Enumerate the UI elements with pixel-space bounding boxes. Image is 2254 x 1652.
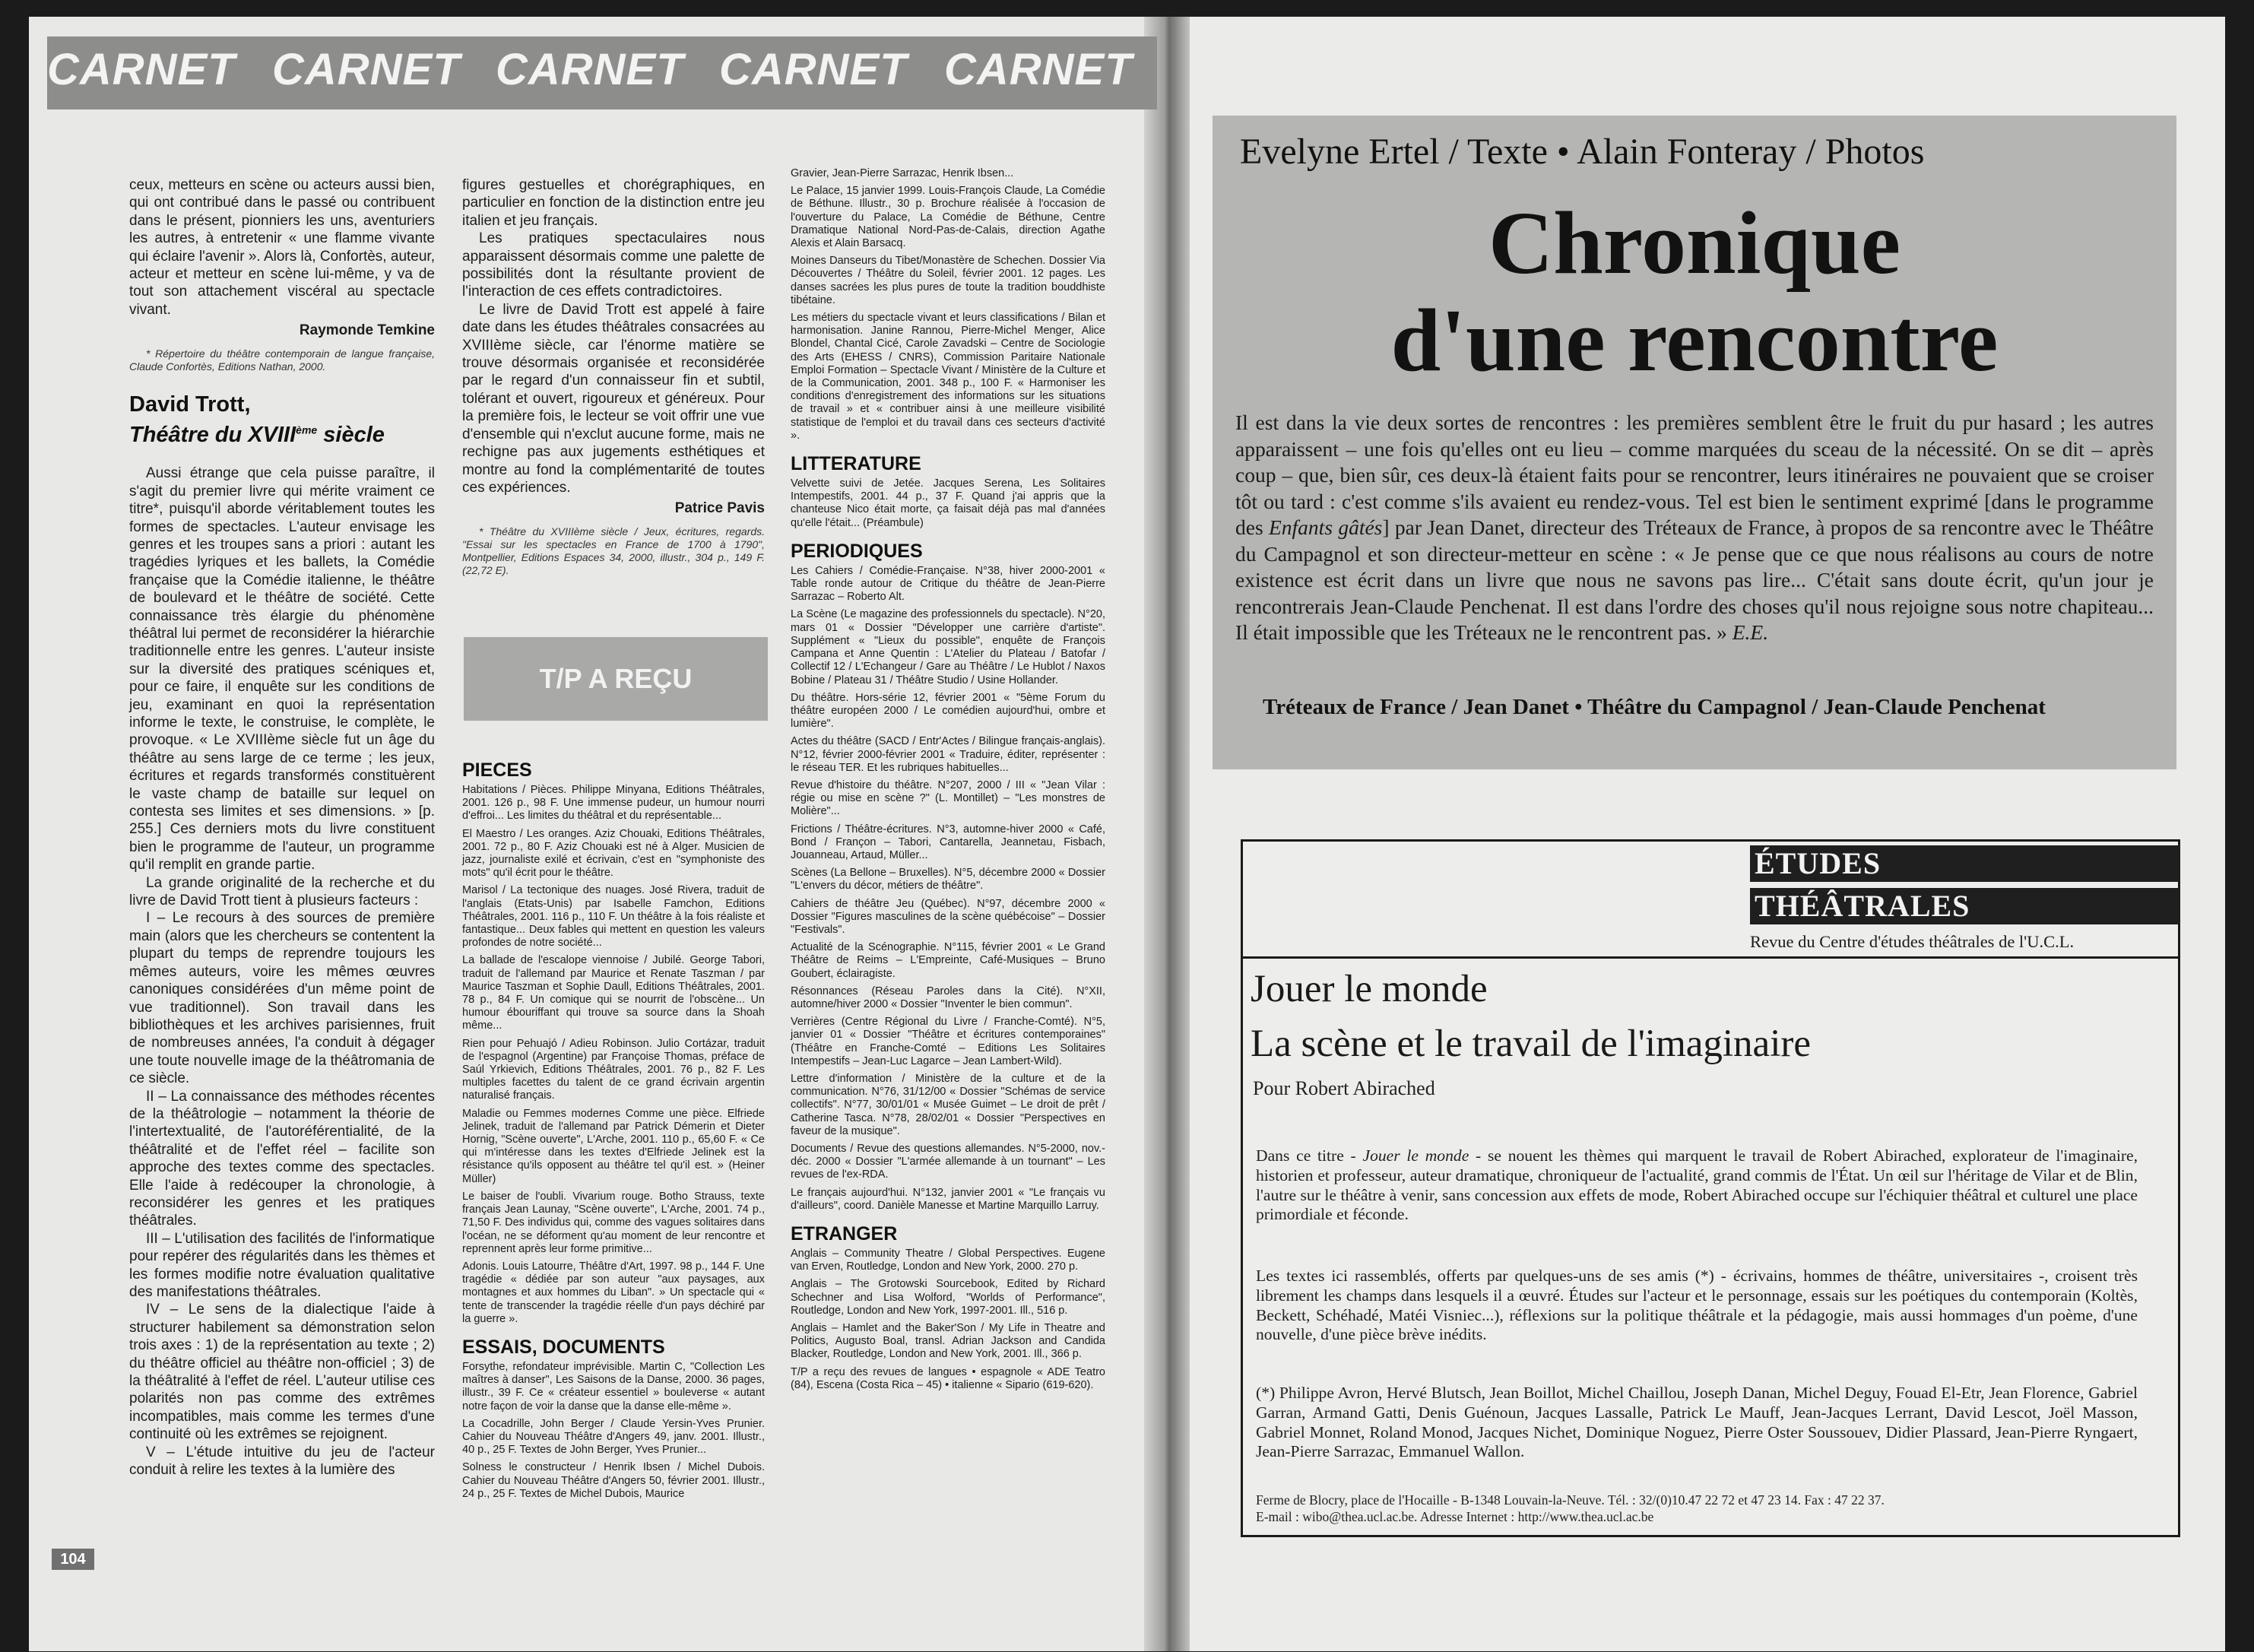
etudes-revue-line: Revue du Centre d'études théâtrales de l'U.C.L.: [1750, 932, 2075, 951]
paragraph: III – L'utilisation des facilités de l'informatique pour repérer des régularités dans les thèmes et les formes modifie notre évaluation qualitative des manifestations théâtrales.: [129, 1230, 435, 1300]
listing-entry: Le français aujourd'hui. N°132, janvier 2001 « "Le français vu d'ailleurs", coord. Danièle Manesse et Martine Marquillo Larruy.: [791, 1186, 1105, 1212]
etudes-band: ÉTUDES: [1750, 845, 2180, 882]
paragraph: figures gestuelles et chorégraphiques, en particulier en fonction de la distinction entre jeu italien et jeu français.: [462, 177, 765, 229]
listing-entry: La ballade de l'escalope viennoise / Jubilé. George Tabori, traduit de l'allemand par Maurice et Renate Taszman / par Maurice Taszman et Sophie Daull, Editions Théâtrales, 2001. 78 p., 84 F. Un comique qui se nourrit de l'obscène... Un humour ébouriffant qui trouve sa source dans la Shoah même...: [462, 954, 765, 1032]
section-title-essais: ESSAIS, DOCUMENTS: [462, 1336, 665, 1358]
signature: Raymonde Temkine: [299, 322, 435, 339]
article-title-line1: David Trott,: [129, 392, 251, 417]
listing-entry: Le baiser de l'oubli. Vivarium rouge. Botho Strauss, texte français Jean Launay, "Scène ouverte", L'Arche, 2001. 74 p., 71,50 F. Des individus qui, comme des vagues solitaires dans l'océan, ne se déforment qu'au moment de leur rencontre et reprennent après leur forme primitive...: [462, 1190, 765, 1255]
listing-entry: Anglais – The Grotowski Sourcebook, Edited by Richard Schechner and Lisa Wolford, "Worlds of Performance", Routledge, London and New York, 1997-2001. Ill., 516 p.: [791, 1278, 1105, 1317]
etudes-address-line1: Ferme de Blocry, place de l'Hocaille - B-1348 Louvain-la-Neuve. Tél. : 32/(0)10.47 22 72 et 47 23 14. Fax : 47 22 37.: [1256, 1492, 1885, 1508]
chronique-title-line1: Chronique: [1488, 193, 1901, 293]
listing-entry: Forsythe, refondateur imprévisible. Martin C, "Collection Les maîtres à danser", Les Saisons de la Danse, 2000. 36 pages, illustr., 39 F. Ce « créateur essentiel » bouleverse « autant notre façon de voir la danse que la danse elle-même ».: [462, 1360, 765, 1413]
theatrales-band: THÉÂTRALES: [1750, 888, 2180, 924]
listing-entry: La Cocadrille, John Berger / Claude Yersin-Yves Prunier. Cahier du Nouveau Théâtre d'Angers 49, janv. 2001. Illustr., 40 p., 25 F. Textes de John Berger, Yves Prunier...: [462, 1417, 765, 1457]
carnet-word: CARNET: [272, 45, 461, 94]
etudes-title-line1: Jouer le monde: [1251, 968, 1488, 1010]
listing-entry: Anglais – Community Theatre / Global Perspectives. Eugene van Erven, Routledge, London and New York, 2000. 270 p.: [791, 1248, 1105, 1273]
listing-entry: El Maestro / Les oranges. Aziz Chouaki, Editions Théâtrales, 2001. 72 p., 80 F. Aziz Chouaki est né à Alger. Musicien de jazz, journaliste exilé et écrivain, c'est en "symphoniste des mots" qu'il écrit pour le théâtre.: [462, 827, 765, 880]
listing-entry: Rien pour Pehuajó / Adieu Robinson. Julio Cortázar, traduit de l'espagnol (Argentine) par Françoise Thomas, préface de Saúl Yrkievich, Editions Théâtrales, 2001. 76 p., 82 F. Les multiples facettes du talent de ce grand écrivain argentin naturalisé français.: [462, 1037, 765, 1102]
column-2-listings: [462, 749, 765, 1505]
etudes-title-line2: La scène et le travail de l'imaginaire: [1251, 1023, 1811, 1065]
section-title-litterature: LITTERATURE: [791, 453, 921, 475]
book-gutter: [1144, 17, 1190, 1651]
tp-a-recu-banner: T/P A REÇU: [464, 637, 768, 721]
page-number: 104: [52, 1549, 94, 1570]
paragraph: Aussi étrange que cela puisse paraître, il s'agit du premier livre qui mérite vraiment ce titre*, puisqu'il aborde véritablement toutes les formes de spectacles. L'auteur envisage les genres et les troupes sans a priori : autant les tragédies lyriques et les ballets, la Comédie française que la Comédie italienne, le théâtre de boulevard et le théâtre de société. Cette connaissance très élargie du phénomène théâtral lui permet de reconsidérer la hiérarchie traditionnelle entre les genres. L'auteur insiste sur la diversité des pratiques scéniques et, pour ce faire, il enquête sur les conditions de jeu, examinant en quoi la représentation informe le texte, le construise, le complète, le provoque. « Le XVIIIème siècle fut un âge du théâtre au sens large de ce terme ; les jeux, écritures et regards transformés constituèrent le vaste champ de bataille sur lequel on contesta ses limites et ses dimensions. » [p. 255.] Ces derniers mots du livre constituent bien le programme de l'auteur, un programme qu'il remplit en grande partie.: [129, 465, 435, 874]
paragraph: I – Le recours à des sources de première main (alors que les chercheurs se contentent la plupart du temps de reprendre toujours les mêmes auteurs, voire les mêmes œuvres canoniques considérées d'un même point de vue traditionnel). Son travail dans les bibliothèques et les archives parisiennes, fruit de nombreuses années, l'a conduit à dégager une toute nouvelle image de la théâtromania de ce siècle.: [129, 910, 435, 1087]
listing-entry: Scènes (La Bellone – Bruxelles). N°5, décembre 2000 « Dossier "L'envers du décor, métiers de théâtre".: [791, 867, 1105, 893]
paragraph: V – L'étude intuitive du jeu de l'acteur conduit à relire les textes à la lumière des: [129, 1444, 435, 1479]
chronique-title: [1213, 195, 2176, 389]
article-title-line2: Théâtre du XVIIIème siècle: [129, 423, 385, 448]
listing-entry: Du théâtre. Hors-série 12, février 2001 « "5ème Forum du théâtre européen 2000 / Le comédien aujourd'hui, ombre et lumière".: [791, 691, 1105, 731]
listing-entry: Actes du théâtre (SACD / Entr'Actes / Bilingue français-anglais). N°12, février 2000-février 2001 « Traduire, éditer, représenter : le réseau TER. Et les rubriques habituelles...: [791, 735, 1105, 774]
carnet-word: CARNET: [496, 45, 684, 94]
etudes-divider: [1242, 956, 2179, 959]
footnote: * Théâtre du XVIIIème siècle / Jeux, écritures, regards. "Essai sur les spectacles en France de 1700 à 1790", Montpellier, Editions Espaces 34, 2000, illustr., 304 p., 149 F. (22,72 E).: [462, 525, 765, 576]
section-title-etranger: ETRANGER: [791, 1223, 898, 1245]
column-1: [129, 176, 435, 1479]
etudes-address: [1256, 1492, 2130, 1525]
footnote: * Répertoire du théâtre contemporain de langue française, Claude Confortès, Editions Nathan, 2000.: [129, 347, 435, 373]
section-title-periodiques: PERIODIQUES: [791, 540, 923, 562]
intro-paragraph: ceux, metteurs en scène ou acteurs aussi bien, qui ont contribué dans le passé ou contribuent dans le présent, pionniers les uns, aventuriers les autres, à entretenir « une flamme vivante qui éclaire l'avenir ». Alors là, Confortès, auteur, acteur et metteur en scène lui-même, y va de tout son attachement viscéral au spectacle vivant.: [129, 177, 435, 318]
column-3: [791, 167, 1105, 1397]
paragraph: Le livre de David Trott est appelé à faire date dans les études théâtrales consacrées au XVIIIème siècle, car l'énorme matière se trouve désormais organisée et reconsidérée par le regard d'un connaisseur fin et subtil, tolérant et ouvert, rigoureux et généreux. Pour la première fois, le lecteur se voit offrir une vue d'ensemble qui n'exclut aucune forme, mais ne rechigne pas aux jugements esthétiques et montre au fond la complémentarité de toutes ces expériences.: [462, 301, 765, 496]
listing-entry: Les métiers du spectacle vivant et leurs classifications / Bilan et harmonisation. Janine Rannou, Pierre-Michel Menger, Alice Blondel, Chantal Cicé, Carole Zavadski – Centre de Sociologie des Arts (EHESS / CNRS), Commission Paritaire Nationale Emploi Formation – Spectacle Vivant / Ministère de la Culture et de la Communication, 2001. 348 p., 100 F. « Harmoniser les conditions d'enregistrement des informations sur les situations de travail » et « contribuer ainsi à une meilleure visibilité statistique de l'emploi et du travail dans ces secteurs d'activité ».: [791, 312, 1105, 442]
paragraph: IV – Le sens de la dialectique l'aide à structurer habilement sa démonstration selon trois axes : 1) de la représentation au texte ; 2) du théâtre officiel au théâtre non-officiel ; 3) de la théâtralité à l'effet de réel. L'auteur utilise ces polarités non pas comme des extrêmes incompatibles, mais comme les termes d'une continuité où les extrêmes se rejoignent.: [129, 1302, 435, 1443]
listing-entry: La Scène (Le magazine des professionnels du spectacle). N°20, mars 01 « Dossier "Développer une carrière d'artiste". Supplément « "Lieux du possible", enquête de François Campana et Anne Quentin : L'Atelier du Plateau / Batofar / Collectif 12 / L'Echangeur / Gare au Théâtre / Le Hublot / Naxos Bobine / Plateau 31 / Théâtre Studio / Usine Hollander.: [791, 608, 1105, 686]
listing-entry: Habitations / Pièces. Philippe Minyana, Editions Théâtrales, 2001. 126 p., 98 F. Une immense pudeur, un humour nourri d'effroi... Les limites du théâtral et du représentable...: [462, 784, 765, 823]
listing-entry: Résonnances (Réseau Paroles dans la Cité). N°XII, automne/hiver 2000 « Dossier "Inventer le bien commun".: [791, 985, 1105, 1010]
listing-entry: Revue d'histoire du théâtre. N°207, 2000 / III « "Jean Vilar : régie ou mise en scène ?" (L. Montillet) – "Les monstres de Molière"...: [791, 778, 1105, 818]
chronique-title-line2: d'une rencontre: [1390, 290, 1999, 390]
article-title: [129, 392, 435, 449]
listing-entry: Anglais – Hamlet and the Baker'Son / My Life in Theatre and Politics, Augusto Boal, transl. Adrian Jackson and Candida Blacker, Routledge, London and New York, 2001. Ill., 366 p.: [791, 1322, 1105, 1361]
listing-entry: Le Palace, 15 janvier 1999. Louis-François Claude, La Comédie de Béthune. Illustr., 30 p. Brochure réalisée à l'occasion de l'ouverture du Palace, La Comédie de Béthune, Centre Dramatique National Nord-Pas-de-Calais, direction Agathe Alexis et Alain Barsacq.: [791, 185, 1105, 250]
listing-entry: Marisol / La tectonique des nuages. José Rivera, traduit de l'anglais (Etats-Unis) par Isabelle Famchon, Editions Théâtrales, 2001. 116 p., 110 F. Un théâtre à la fois réaliste et fantastique... Deux fables qui mettent en question les valeurs profondes de notre société...: [462, 884, 765, 950]
listing-entry: Solness le constructeur / Henrik Ibsen / Michel Dubois. Cahier du Nouveau Théâtre d'Angers 50, février 2001. Illustr., 24 p., 25 F. Textes de Michel Dubois, Maurice: [462, 1461, 765, 1500]
chronique-text: Il est dans la vie deux sortes de rencontres : les premières semblent être le fruit du pur hasard ; les autres apparaissent – une fois qu'elles ont eu lieu – comme marquées du sceau de la nécessité. On se dit – après coup – que, bien sûr, ces deux-là étaient faits pour se rencontrer, leurs itinéraires ne pouvaient que se croiser tôt ou tard : c'est comme s'ils avaient eu rendez-vous. Tel est bien le sentiment exprimé [dans le programme des Enfants gâtés] par Jean Danet, directeur des Tréteaux de France, à propos de sa rencontre avec le Théâtre du Campagnol et son directeur-metteur en scène : « Je pense que ce que nous réalisons au cours de notre existence est écrit dans un livre que nous ne savons pas lire... C'était sans doute écrit, qu'un jour je rencontrerais Jean-Claude Penchenat. Il est dans l'ordre des choses qu'il nous rejoigne sous notre chapiteau... Il était impossible que les Tréteaux ne le rencontrent pas. » E.E.: [1235, 411, 2154, 644]
etudes-dedication: Pour Robert Abirached: [1253, 1077, 1435, 1099]
listing-entry: Gravier, Jean-Pierre Sarrazac, Henrik Ibsen...: [791, 167, 1014, 179]
listing-entry: Actualité de la Scénographie. N°115, février 2001 « Le Grand Théâtre de Reims – L'Empreinte, Café-Musiques – Bruno Goubert, éclairagiste.: [791, 941, 1105, 980]
listing-entry: Lettre d'information / Ministère de la culture et de la communication. N°76, 31/12/00 « Dossier "Schémas de service collectifs". N°77, 30/01/01 « Musée Guimet – Le droit de prêt / Catherine Tasca. N°78, 28/02/01 « Dossier "Perspectives en faveur de la musique".: [791, 1072, 1105, 1137]
paragraph: Les pratiques spectaculaires nous apparaissent désormais comme une palette de possibilités dont la résultante provient de l'interaction de ces effets contradictoires.: [462, 230, 765, 300]
chronique-footer: Tréteaux de France / Jean Danet • Théâtre du Campagnol / Jean-Claude Penchenat: [1263, 695, 2046, 719]
etudes-address-line2: E-mail : wibo@thea.ucl.ac.be. Adresse Internet : http://www.thea.ucl.ac.be: [1256, 1509, 1654, 1524]
column-2: [462, 176, 765, 577]
listing-entry: T/P a reçu des revues de langues • espagnole « ADE Teatro (84), Escena (Costa Rica – 45) • italienne « Sipario (619-620).: [791, 1365, 1105, 1391]
carnet-word: CARNET: [944, 45, 1133, 94]
etudes-paragraph: Les textes ici rassemblés, offerts par quelques-uns de ses amis (*) - écrivains, hommes de théâtre, universitaires -, croisent très librement les champs dans lesquels il a œuvré. Études sur l'acteur et le personnage, essais sur les poétiques du contemporain (Koltès, Beckett, Schéhadé, Matéi Visniec...), réflexions sur la politique théâtrale et la pédagogie, mais aussi hommages d'un poème, d'une nouvelle, d'une pièce brève inédits.: [1256, 1267, 2138, 1344]
carnet-word: CARNET: [47, 45, 236, 94]
carnet-header-bar: [47, 36, 1157, 109]
etudes-book-title: [1251, 962, 1811, 1071]
listing-entry: Les Cahiers / Comédie-Française. N°38, hiver 2000-2001 « Table ronde autour de Critique du théâtre de Jean-Pierre Sarrazac – Roberto Alt.: [791, 564, 1105, 604]
listing-entry: Verrières (Centre Régional du Livre / Franche-Comté). N°5, janvier 01 « Dossier "Théâtre et écritures contemporaines" (Théâtre en Franche-Comté – Editions Les Solitaires Intempestifs – Jean-Luc Lagarce – Jean Lambert-Wild).: [791, 1016, 1105, 1067]
signature: Patrice Pavis: [674, 500, 765, 517]
etudes-paragraph: Dans ce titre - Jouer le monde - se nouent les thèmes qui marquent le travail de Robert Abirached, explorateur de l'imaginaire, historien et professeur, auteur dramatique, chroniqueur de l'actualité, grand commis de l'État. Un œil sur l'héritage de Vilar et de Blin, l'autre sur le théâtre à venir, sans concession aux effets de mode, Robert Abirached occupe sur l'échiquier théâtral et culturel une place primordiale et féconde.: [1256, 1146, 2138, 1224]
chronique-authors: Evelyne Ertel / Texte • Alain Fonteray / Photos: [1240, 132, 1925, 172]
section-title-pieces: PIECES: [462, 759, 532, 781]
carnet-word: CARNET: [719, 45, 908, 94]
paragraph: II – La connaissance des méthodes récentes de la théâtrologie – notamment la théorie de l'intertextualité, de l'autoréférentialité, de la théâtralité et de l'effet réel – facilite son approche des textes comme des spectacles. Elle l'aide à redécouper la chronologie, à reconsidérer les genres et les pratiques théâtrales.: [129, 1088, 435, 1229]
chronique-box: [1213, 116, 2176, 769]
listing-entry: Moines Danseurs du Tibet/Monastère de Schechen. Dossier Via Découvertes / Théâtre du Soleil, février 2001. 12 pages. Les danses sacrées les plus pures de toute la tradition bouddhiste tibétaine.: [791, 255, 1105, 306]
listing-entry: Cahiers de théâtre Jeu (Québec). N°97, décembre 2000 « Dossier "Figures masculines de la scène québécoise" – Dossier "Festivals".: [791, 897, 1105, 936]
listing-entry: Maladie ou Femmes modernes Comme une pièce. Elfriede Jelinek, traduit de l'allemand par Patrick Démerin et Dieter Hornig, "Scène ouverte", L'Arche, 2001. 110 p., 65,60 F. « Ce qui m'intéresse dans les textes d'Elfriede Jelinek est la résistance qu'ils opposent au théâtre tel qu'il est. » (Heiner Müller): [462, 1107, 765, 1185]
listing-entry: Adonis. Louis Latourre, Théâtre d'Art, 1997. 98 p., 144 F. Une tragédie « dédiée par son auteur "aux paysages, aux montagnes et aux hommes du Liban". » Un spectacle qui « tente de transcender la tragédie réelle d'un pays déchiré par la guerre ».: [462, 1260, 765, 1325]
listing-entry: Frictions / Théâtre-écritures. N°3, automne-hiver 2000 « Café, Bond / Françon – Tabori, Cantarella, Jeannetau, Fisbach, Jouanneau, Artaud, Müller...: [791, 823, 1105, 861]
etudes-paragraph: (*) Philippe Avron, Hervé Blutsch, Jean Boillot, Michel Chaillou, Joseph Danan, Michel Deguy, Fouad El-Etr, Jean Florence, Gabriel Garran, Armand Gatti, Denis Guénoun, Jacques Lassalle, Patrick Le Mauff, Jean-Jacques Lerrant, David Lescot, Joël Masson, Gabriel Monnet, Roland Monod, Jacques Nichet, Dominique Noguez, Pierre Oster Soussouev, Didier Plassard, Jean-Pierre Ryngaert, Jean-Pierre Sarrazac, Emmanuel Wallon.: [1256, 1384, 2138, 1461]
listing-entry: Documents / Revue des questions allemandes. N°5-2000, nov.-déc. 2000 « Dossier "L'armée allemande à un tournant" – Les revues de l'ex-RDA.: [791, 1143, 1105, 1181]
paragraph: La grande originalité de la recherche et du livre de David Trott tient à plusieurs facteurs :: [129, 874, 435, 909]
listing-entry: Velvette suivi de Jetée. Jacques Serena, Les Solitaires Intempestifs, 2001. 44 p., 37 F. Quand j'ai appris que la chanteuse Nico était morte, ça faisait déjà pas mal d'années qu'elle l'était... (Préambule): [791, 477, 1105, 529]
